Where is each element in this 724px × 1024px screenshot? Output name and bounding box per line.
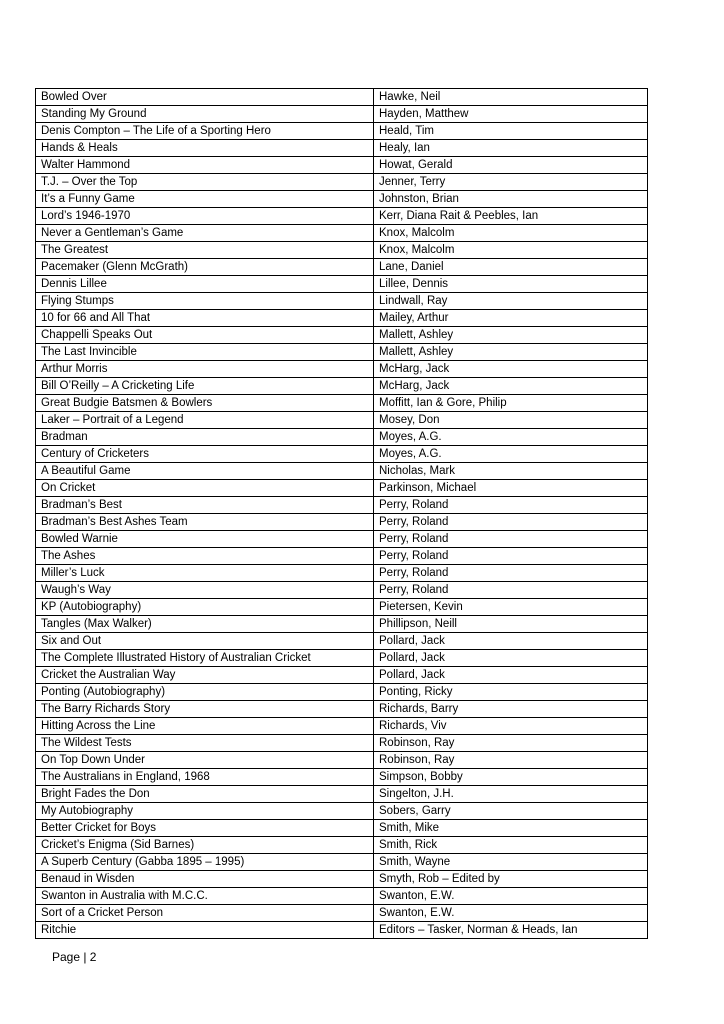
book-author-cell: Swanton, E.W. [374,905,648,922]
book-title-cell: It’s a Funny Game [36,191,374,208]
book-title-cell: KP (Autobiography) [36,599,374,616]
book-title-cell: 10 for 66 and All That [36,310,374,327]
book-author-cell: Simpson, Bobby [374,769,648,786]
book-author-cell: Mosey, Don [374,412,648,429]
table-row [36,752,648,769]
table-row [36,497,648,514]
book-author-cell: Perry, Roland [374,531,648,548]
table-row [36,412,648,429]
book-author-cell: Heald, Tim [374,123,648,140]
book-author-cell: Smith, Rick [374,837,648,854]
table-row [36,888,648,905]
book-author-cell: Smith, Mike [374,820,648,837]
book-list-table [35,88,648,939]
book-author-cell: Pollard, Jack [374,667,648,684]
book-title-cell: Bradman’s Best [36,497,374,514]
book-title-cell: Hitting Across the Line [36,718,374,735]
book-title-cell: Six and Out [36,633,374,650]
table-row [36,769,648,786]
table-row [36,650,648,667]
table-row [36,140,648,157]
book-title-cell: Bowled Warnie [36,531,374,548]
book-title-cell: My Autobiography [36,803,374,820]
book-title-cell: Bright Fades the Don [36,786,374,803]
book-author-cell: Parkinson, Michael [374,480,648,497]
book-title-cell: Lord’s 1946-1970 [36,208,374,225]
table-row [36,327,648,344]
book-list-body [36,89,648,939]
book-title-cell: Ritchie [36,922,374,939]
book-author-cell: McHarg, Jack [374,361,648,378]
book-title-cell: The Barry Richards Story [36,701,374,718]
book-author-cell: Perry, Roland [374,565,648,582]
book-title-cell: On Cricket [36,480,374,497]
book-title-cell: Dennis Lillee [36,276,374,293]
book-title-cell: The Wildest Tests [36,735,374,752]
book-title-cell: The Complete Illustrated History of Australian Cricket [36,650,374,667]
book-title-cell: Swanton in Australia with M.C.C. [36,888,374,905]
book-author-cell: Lindwall, Ray [374,293,648,310]
book-title-cell: Denis Compton – The Life of a Sporting Hero [36,123,374,140]
book-author-cell: Robinson, Ray [374,752,648,769]
book-title-cell: Flying Stumps [36,293,374,310]
table-row [36,174,648,191]
book-author-cell: Pietersen, Kevin [374,599,648,616]
table-row [36,378,648,395]
book-author-cell: Perry, Roland [374,548,648,565]
table-row [36,157,648,174]
table-row [36,361,648,378]
table-row [36,208,648,225]
book-title-cell: Sort of a Cricket Person [36,905,374,922]
table-row [36,293,648,310]
table-row [36,871,648,888]
table-row [36,701,648,718]
book-author-cell: Smith, Wayne [374,854,648,871]
table-row [36,667,648,684]
book-title-cell: A Beautiful Game [36,463,374,480]
book-author-cell: Moyes, A.G. [374,446,648,463]
book-title-cell: On Top Down Under [36,752,374,769]
book-title-cell: T.J. – Over the Top [36,174,374,191]
table-row [36,242,648,259]
book-author-cell: Knox, Malcolm [374,242,648,259]
book-title-cell: Hands & Heals [36,140,374,157]
table-row [36,225,648,242]
book-author-cell: Robinson, Ray [374,735,648,752]
book-title-cell: The Australians in England, 1968 [36,769,374,786]
table-row [36,514,648,531]
table-row [36,191,648,208]
table-row [36,259,648,276]
book-title-cell: Bradman [36,429,374,446]
book-title-cell: The Ashes [36,548,374,565]
book-title-cell: A Superb Century (Gabba 1895 – 1995) [36,854,374,871]
table-row [36,837,648,854]
book-author-cell: Richards, Viv [374,718,648,735]
table-row [36,548,648,565]
book-author-cell: Mallett, Ashley [374,327,648,344]
table-row [36,735,648,752]
book-title-cell: Standing My Ground [36,106,374,123]
table-row [36,684,648,701]
book-author-cell: Nicholas, Mark [374,463,648,480]
table-row [36,531,648,548]
book-author-cell: Healy, Ian [374,140,648,157]
page-number: Page | 2 [52,950,97,964]
table-row [36,276,648,293]
book-author-cell: Jenner, Terry [374,174,648,191]
book-author-cell: Smyth, Rob – Edited by [374,871,648,888]
book-author-cell: Hawke, Neil [374,89,648,106]
book-title-cell: Walter Hammond [36,157,374,174]
book-author-cell: Moyes, A.G. [374,429,648,446]
table-row [36,480,648,497]
book-author-cell: Pollard, Jack [374,633,648,650]
book-author-cell: Sobers, Garry [374,803,648,820]
book-title-cell: Pacemaker (Glenn McGrath) [36,259,374,276]
table-row [36,429,648,446]
table-row [36,582,648,599]
book-title-cell: Arthur Morris [36,361,374,378]
table-row [36,565,648,582]
table-row [36,718,648,735]
table-row [36,803,648,820]
book-title-cell: Cricket the Australian Way [36,667,374,684]
book-title-cell: Never a Gentleman’s Game [36,225,374,242]
table-row [36,599,648,616]
book-author-cell: Moffitt, Ian & Gore, Philip [374,395,648,412]
book-author-cell: Ponting, Ricky [374,684,648,701]
book-author-cell: Kerr, Diana Rait & Peebles, Ian [374,208,648,225]
book-title-cell: Great Budgie Batsmen & Bowlers [36,395,374,412]
book-author-cell: McHarg, Jack [374,378,648,395]
table-row [36,905,648,922]
book-author-cell: Phillipson, Neill [374,616,648,633]
table-row [36,854,648,871]
book-author-cell: Richards, Barry [374,701,648,718]
book-title-cell: Bowled Over [36,89,374,106]
book-title-cell: The Greatest [36,242,374,259]
book-title-cell: Better Cricket for Boys [36,820,374,837]
book-author-cell: Pollard, Jack [374,650,648,667]
book-title-cell: Cricket’s Enigma (Sid Barnes) [36,837,374,854]
table-row [36,344,648,361]
book-title-cell: Bradman’s Best Ashes Team [36,514,374,531]
table-row [36,106,648,123]
book-title-cell: Benaud in Wisden [36,871,374,888]
book-author-cell: Mallett, Ashley [374,344,648,361]
book-author-cell: Hayden, Matthew [374,106,648,123]
table-row [36,616,648,633]
book-title-cell: Bill O’Reilly – A Cricketing Life [36,378,374,395]
table-row [36,446,648,463]
book-title-cell: Tangles (Max Walker) [36,616,374,633]
book-title-cell: Ponting (Autobiography) [36,684,374,701]
book-author-cell: Perry, Roland [374,497,648,514]
book-title-cell: Century of Cricketers [36,446,374,463]
book-title-cell: Laker – Portrait of a Legend [36,412,374,429]
table-row [36,123,648,140]
book-author-cell: Perry, Roland [374,514,648,531]
book-author-cell: Swanton, E.W. [374,888,648,905]
book-author-cell: Johnston, Brian [374,191,648,208]
book-title-cell: Waugh’s Way [36,582,374,599]
table-row [36,310,648,327]
book-author-cell: Editors – Tasker, Norman & Heads, Ian [374,922,648,939]
book-title-cell: Miller’s Luck [36,565,374,582]
book-author-cell: Lane, Daniel [374,259,648,276]
table-row [36,820,648,837]
table-row [36,922,648,939]
table-row [36,633,648,650]
book-author-cell: Howat, Gerald [374,157,648,174]
book-title-cell: Chappelli Speaks Out [36,327,374,344]
table-row [36,463,648,480]
table-row [36,89,648,106]
book-author-cell: Knox, Malcolm [374,225,648,242]
book-title-cell: The Last Invincible [36,344,374,361]
book-author-cell: Singelton, J.H. [374,786,648,803]
book-author-cell: Mailey, Arthur [374,310,648,327]
table-row [36,786,648,803]
book-author-cell: Lillee, Dennis [374,276,648,293]
table-row [36,395,648,412]
book-author-cell: Perry, Roland [374,582,648,599]
